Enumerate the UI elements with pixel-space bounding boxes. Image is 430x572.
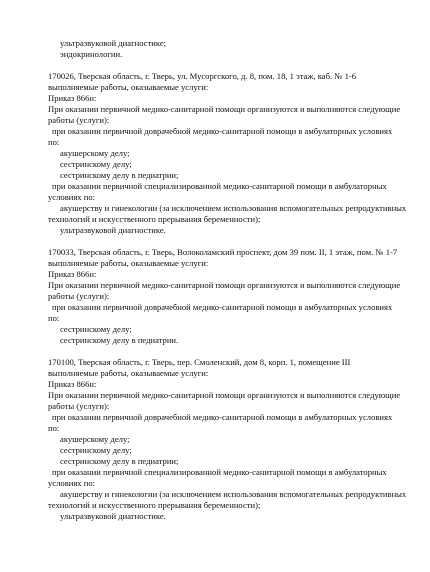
section-heading: по:: [48, 423, 60, 433]
intro-item: эндокринологии.: [60, 49, 123, 59]
list-item: сестринскому делу в педиатрии;: [60, 170, 179, 180]
works-heading: выполняемые работы, оказываемые услуги:: [48, 82, 209, 92]
general-text: При оказании первичной медико-санитарной помощи организуются и выполняются следующие: [48, 280, 401, 290]
address-line: 170033, Тверская область, г. Тверь, Волоколамский проспект, дом 39 пом. II, 1 этаж, пом. № 1-7: [48, 247, 398, 257]
list-item: ультразвуковой диагностике.: [60, 225, 166, 235]
order-line: Приказ 866н:: [48, 269, 97, 279]
list-item: сестринскому делу;: [60, 324, 132, 334]
section-heading: при оказании первичной специализированной медико-санитарной помощи в амбулаторных: [52, 181, 387, 191]
section-heading: при оказании первичной доврачебной медико-санитарной помощи в амбулаторных условиях: [52, 412, 393, 422]
order-line: Приказ 866н:: [48, 93, 97, 103]
list-item: технологий и искусственного прерывания беременности);: [48, 500, 261, 510]
list-item: сестринскому делу;: [60, 159, 132, 169]
list-item: ультразвуковой диагностике.: [60, 511, 166, 521]
general-text: работы (услуги):: [48, 291, 110, 301]
section-heading: условиях по:: [48, 192, 96, 202]
section-heading: по:: [48, 137, 60, 147]
list-item: сестринскому делу в педиатрии;: [60, 456, 179, 466]
list-item: сестринскому делу;: [60, 445, 132, 455]
works-heading: выполняемые работы, оказываемые услуги:: [48, 258, 209, 268]
list-item: технологий и искусственного прерывания беременности);: [48, 214, 261, 224]
section-heading: по:: [48, 313, 60, 323]
list-item: акушерскому делу;: [60, 148, 130, 158]
section-heading: при оказании первичной доврачебной медико-санитарной помощи в амбулаторных условиях: [52, 126, 393, 136]
address-line: 170026, Тверская область, г. Тверь, ул. Мусоргского, д. 8, пом. 18, 1 этаж, каб. № 1-6: [48, 71, 357, 81]
list-item: сестринскому делу в педиатрии.: [60, 335, 179, 345]
list-item: акушерству и гинекологии (за исключением использования вспомогательных репродуктивных: [60, 489, 407, 499]
general-text: работы (услуги):: [48, 401, 110, 411]
section-heading: при оказании первичной доврачебной медико-санитарной помощи в амбулаторных условиях: [52, 302, 393, 312]
works-heading: выполняемые работы, оказываемые услуги:: [48, 368, 209, 378]
section-heading: условиях по:: [48, 478, 96, 488]
order-line: Приказ 866н:: [48, 379, 97, 389]
general-text: При оказании первичной медико-санитарной помощи организуются и выполняются следующие: [48, 104, 401, 114]
general-text: работы (услуги):: [48, 115, 110, 125]
address-line: 170100, Тверская область, г. Тверь, пер. Смоленский, дом 8, корп. 1, помещение III: [48, 357, 351, 367]
list-item: акушерскому делу;: [60, 434, 130, 444]
section-heading: при оказании первичной специализированной медико-санитарной помощи в амбулаторных: [52, 467, 387, 477]
intro-item: ультразвуковой диагностике;: [60, 38, 167, 48]
general-text: При оказании первичной медико-санитарной помощи организуются и выполняются следующие: [48, 390, 401, 400]
list-item: акушерству и гинекологии (за исключением использования вспомогательных репродуктивных: [60, 203, 407, 213]
